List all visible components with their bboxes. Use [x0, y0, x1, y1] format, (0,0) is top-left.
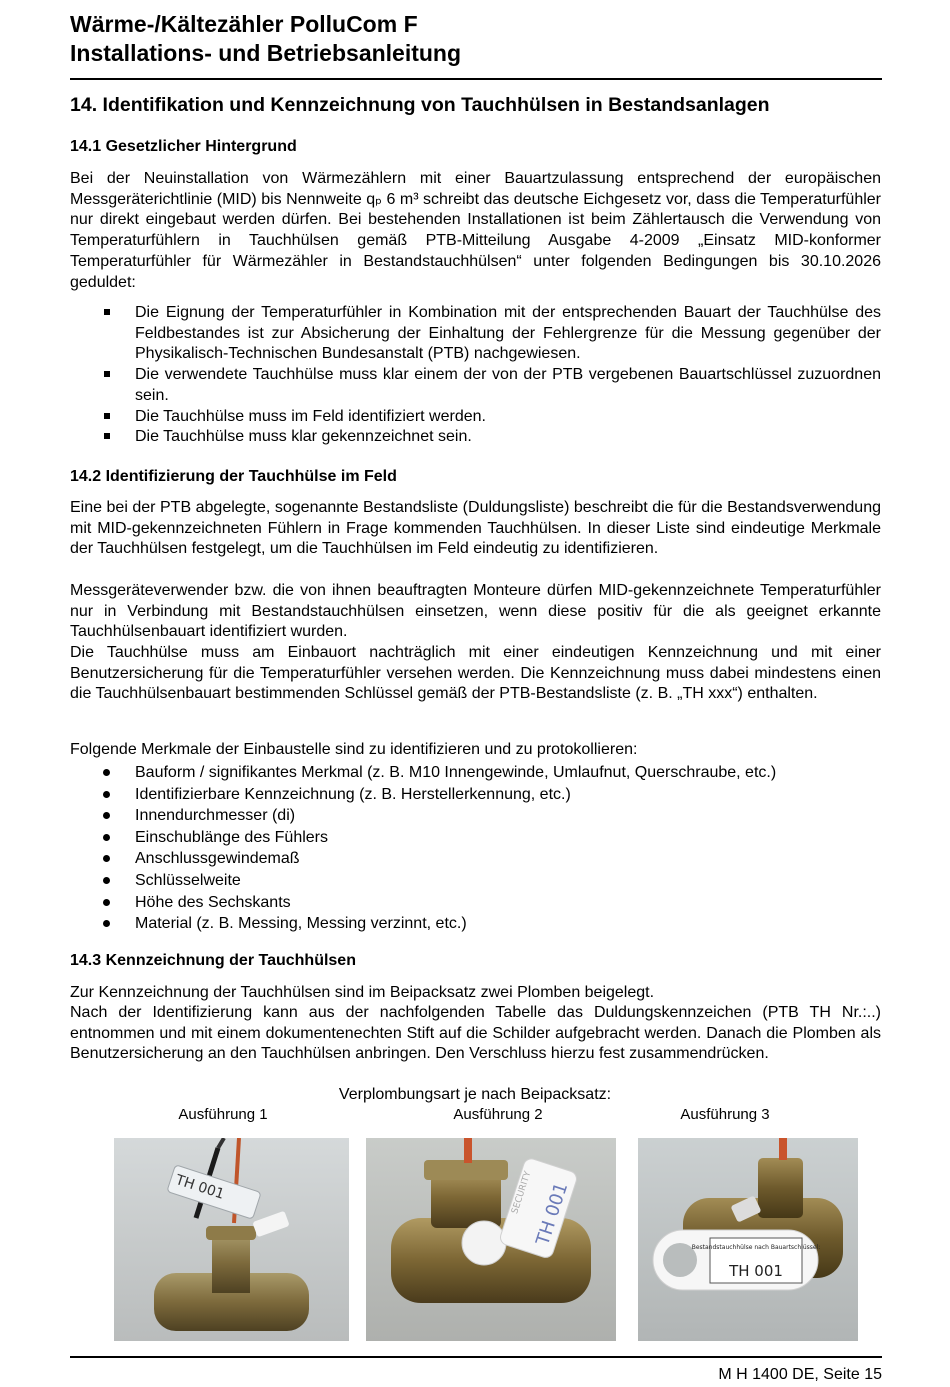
tag-text-3: TH 001	[729, 1262, 783, 1280]
footer-rule	[70, 1356, 882, 1358]
chapter-heading	[70, 94, 770, 117]
photo-label-3: Ausführung 3	[680, 1106, 770, 1123]
document-title	[70, 10, 461, 68]
section-14-2-bullets	[70, 762, 881, 935]
tag-text-1: TH 001	[173, 1172, 227, 1203]
list-item: Identifizierbare Kennzeichnung (z. B. Herstellerkennung, etc.)	[70, 784, 881, 806]
list-item: Innendurchmesser (di)	[70, 805, 881, 827]
section-heading-14-2: 14.2 Identifizierung der Tauchhülse im Feld	[70, 468, 397, 485]
document-title-line1: Wärme-/Kältezähler PolluCom F	[70, 11, 418, 37]
page-number: M H 1400 DE, Seite 15	[718, 1366, 882, 1383]
list-item: Material (z. B. Messing, Messing verzinnt, etc.)	[70, 913, 881, 935]
list-item: Die Eignung der Temperaturfühler in Kombination mit der entsprechenden Bauart der Tauchhülse des Feldbestandes ist zur Absicherung der Einhaltung der Fehlergrenze für die Messung gegenüber der Physikalisch-Technischen Bundesanstalt (PTB) nachgewiesen.	[70, 303, 881, 365]
list-item: Bauform / signifikantes Merkmal (z. B. M10 Innengewinde, Umlaufnut, Querschraube, etc.)	[70, 762, 881, 784]
section-14-2-paragraph-3: Die Tauchhülse muss am Einbauort nachträglich mit einer eindeutigen Kennzeichnung und mit einer Benutzersicherung für die Temperaturfühler versehen werden. Die Kennzeichnung muss dabei mindestens einen die Tauchhülsenbauart bestimmenden Schlüssel gemäß der PTB-Bestandsliste (z. B. „TH xxx“) enthalten.	[70, 644, 881, 703]
photo-label-2: Ausführung 2	[453, 1106, 543, 1123]
tag-brand-2: SECURITY	[510, 1170, 534, 1216]
list-item: Anschlussgewindemaß	[70, 848, 881, 870]
section-14-1-paragraph: Bei der Neuinstallation von Wärmezählern mit einer Bauartzulassung entsprechend der europäischen Messgeräterichtlinie (MID) bis Nennweite qₚ 6 m³ schreibt das deutsche Eichgesetz vor, dass die Temperaturfühler nur direkt eingebaut werden dürfen. Bei bestehenden Installationen ist beim Zählertausch die Verwendung von Temperaturfühlern in Tauchhülsen gemäß PTB-Mitteilung Ausgabe 4-2009 „Einsatz MID-konformer Temperaturfühler für Wärmezähler in Bestandstauchhülsen“ unter folgenden Bedingungen bis 30.10.2026 geduldet:	[70, 170, 881, 291]
photo-variant-3	[638, 1138, 858, 1341]
document-title-line2: Installations- und Betriebsanleitung	[70, 40, 462, 66]
section-14-3-paragraph-2: Nach der Identifizierung kann aus der nachfolgenden Tabelle das Duldungskennzeichen (PTB TH Nr.:..) entnommen und mit einem dokumentenechten Stift auf die Schilder aufgebracht werden. Danach die Plomben als Benutzersicherung an den Tauchhülsen anbringen. Den Verschluss hierzu fest zusammendrücken.	[70, 1004, 881, 1063]
list-item: Höhe des Sechskants	[70, 892, 881, 914]
list-item: Schlüsselweite	[70, 870, 881, 892]
photo-variant-1	[114, 1138, 349, 1341]
section-14-2-paragraph-1: Eine bei der PTB abgelegte, sogenannte Bestandsliste (Duldungsliste) beschreibt die für die Bestandsverwendung mit MID-gekennzeichneten Fühlern in Frage kommenden Tauchhülsen. In dieser Liste sind eindeutige Merkmale der Tauchhülsen festgelegt, um die Tauchhülsen im Feld eindeutig zu identifizieren.	[70, 499, 881, 558]
section-14-1-bullets	[70, 303, 881, 448]
list-item: Die Tauchhülse muss klar gekennzeichnet sein.	[70, 427, 881, 448]
section-heading-14-1: 14.1 Gesetzlicher Hintergrund	[70, 138, 297, 155]
chapter-number: 14.	[70, 94, 98, 116]
list-item: Die Tauchhülse muss im Feld identifiziert werden.	[70, 407, 881, 428]
section-heading-14-3: 14.3 Kennzeichnung der Tauchhülsen	[70, 952, 356, 969]
section-14-2-paragraph-4: Folgende Merkmale der Einbaustelle sind zu identifizieren und zu protokollieren:	[70, 741, 638, 758]
list-item: Die verwendete Tauchhülse muss klar einem der von der PTB vergebenen Bauartschlüssel zuzuordnen sein.	[70, 365, 881, 406]
photo-label-1: Ausführung 1	[178, 1106, 268, 1123]
list-item: Einschublänge des Fühlers	[70, 827, 881, 849]
section-14-3-paragraph-1: Zur Kennzeichnung der Tauchhülsen sind im Beipacksatz zwei Plomben beigelegt.	[70, 984, 655, 1001]
tag-text-2: TH 001	[532, 1180, 573, 1248]
header-rule	[70, 78, 882, 80]
tag-header-3: Bestandstauchhülse nach Bauartschlüssel:	[691, 1244, 821, 1251]
chapter-title: Identifikation und Kennzeichnung von Tauchhülsen in Bestandsanlagen	[102, 94, 770, 116]
figure-caption: Verplombungsart je nach Beipacksatz:	[338, 1086, 612, 1103]
section-14-2-paragraph-2: Messgeräteverwender bzw. die von ihnen beauftragten Monteure dürfen MID-gekennzeichnete Temperaturfühler nur in Verbindung mit Bestandstauchhülsen einsetzen, wenn diese positiv für die als geeignet erkannte Tauchhülsenbauart identifiziert wurden.	[70, 582, 881, 641]
photo-variant-2	[366, 1138, 616, 1341]
